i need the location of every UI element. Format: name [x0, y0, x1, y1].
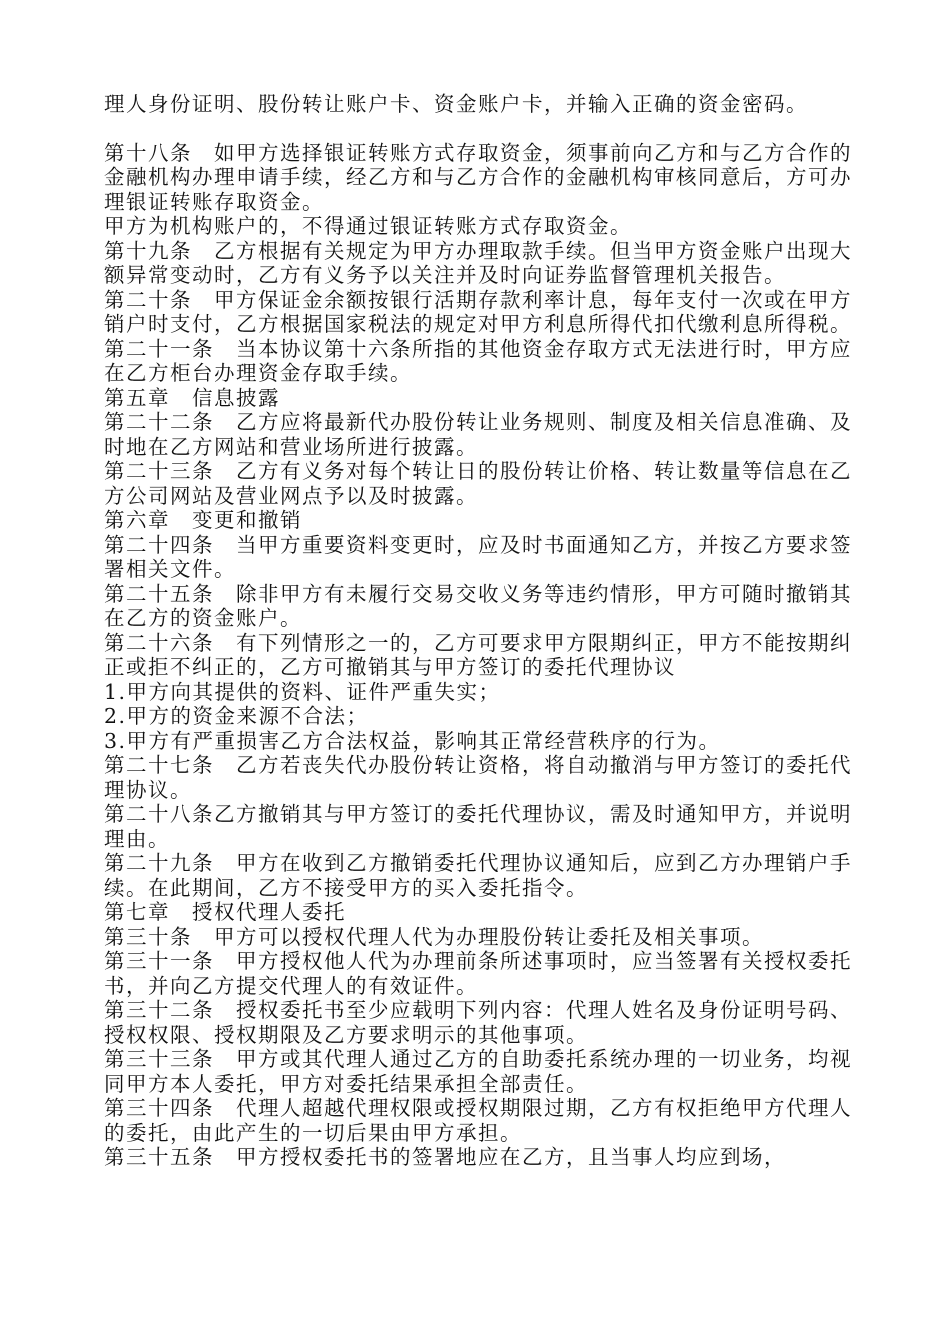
article-25: 第二十五条 除非甲方有未履行交易交收义务等违约情形，甲方可随时撤销其在乙方的资金账户。	[104, 581, 852, 630]
chapter-6-heading: 第六章 变更和撤销	[104, 508, 302, 532]
article-30: 第三十条 甲方可以授权代理人代为办理股份转让委托及相关事项。	[104, 924, 764, 949]
list-item: 3.甲方有严重损害乙方合法权益，影响其正常经营秩序的行为。	[104, 728, 721, 753]
article-18: 第十八条 如甲方选择银证转账方式存取资金，须事前向乙方和与乙方合作的金融机构办理申请手续，经乙方和与乙方合作的金融机构审核同意后，方可办理银证转账存取资金。	[104, 140, 852, 214]
article-31: 第三十一条 甲方授权他人代为办理前条所述事项时，应当签署有关授权委托书，并向乙方提交代理人的有效证件。	[104, 949, 852, 998]
paragraph-gap	[104, 117, 864, 141]
paragraph: 理人身份证明、股份转让账户卡、资金账户卡，并输入正确的资金密码。	[104, 92, 808, 116]
article-32: 第三十二条 授权委托书至少应载明下列内容：代理人姓名及身份证明号码、授权权限、授权期限及乙方要求明示的其他事项。	[104, 998, 852, 1047]
document-page	[104, 92, 864, 1170]
article-21: 第二十一条 当本协议第十六条所指的其他资金存取方式无法进行时，甲方应在乙方柜台办理资金存取手续。	[104, 336, 852, 385]
article-19: 第十九条 乙方根据有关规定为甲方办理取款手续。但当甲方资金账户出现大额异常变动时，乙方有义务予以关注并及时向证券监督管理机关报告。	[104, 238, 852, 287]
article-29: 第二十九条 甲方在收到乙方撤销委托代理协议通知后，应到乙方办理销户手续。在此期间，乙方不接受甲方的买入委托指令。	[104, 851, 852, 900]
article-22: 第二十二条 乙方应将最新代办股份转让业务规则、制度及相关信息准确、及时地在乙方网站和营业场所进行披露。	[104, 410, 852, 459]
chapter-5-heading: 第五章 信息披露	[104, 385, 280, 410]
article-26: 第二十六条 有下列情形之一的，乙方可要求甲方限期纠正，甲方不能按期纠正或拒不纠正的，乙方可撤销其与甲方签订的委托代理协议	[104, 630, 852, 679]
article-20: 第二十条 甲方保证金余额按银行活期存款利率计息，每年支付一次或在甲方销户时支付，乙方根据国家税法的规定对甲方利息所得代扣代缴利息所得税。	[104, 287, 852, 336]
paragraph: 甲方为机构账户的，不得通过银证转账方式存取资金。	[104, 214, 632, 238]
article-28: 第二十八条乙方撤销其与甲方签订的委托代理协议，需及时通知甲方，并说明理由。	[104, 802, 852, 851]
list-item: 1.甲方向其提供的资料、证件严重失实；	[104, 679, 501, 704]
article-33: 第三十三条 甲方或其代理人通过乙方的自助委托系统办理的一切业务，均视同甲方本人委托，甲方对委托结果承担全部责任。	[104, 1047, 852, 1096]
article-24: 第二十四条 当甲方重要资料变更时，应及时书面通知乙方，并按乙方要求签署相关文件。	[104, 532, 852, 581]
article-34: 第三十四条 代理人超越代理权限或授权期限过期，乙方有权拒绝甲方代理人的委托，由此产生的一切后果由甲方承担。	[104, 1096, 852, 1145]
article-27: 第二十七条 乙方若丧失代办股份转让资格，将自动撤消与甲方签订的委托代理协议。	[104, 753, 852, 802]
list-item: 2.甲方的资金来源不合法；	[104, 704, 369, 728]
article-35: 第三十五条 甲方授权委托书的签署地应在乙方，且当事人均应到场，	[104, 1145, 786, 1169]
article-23: 第二十三条 乙方有义务对每个转让日的股份转让价格、转让数量等信息在乙方公司网站及营业网点予以及时披露。	[104, 459, 852, 508]
chapter-7-heading: 第七章 授权代理人委托	[104, 900, 346, 924]
